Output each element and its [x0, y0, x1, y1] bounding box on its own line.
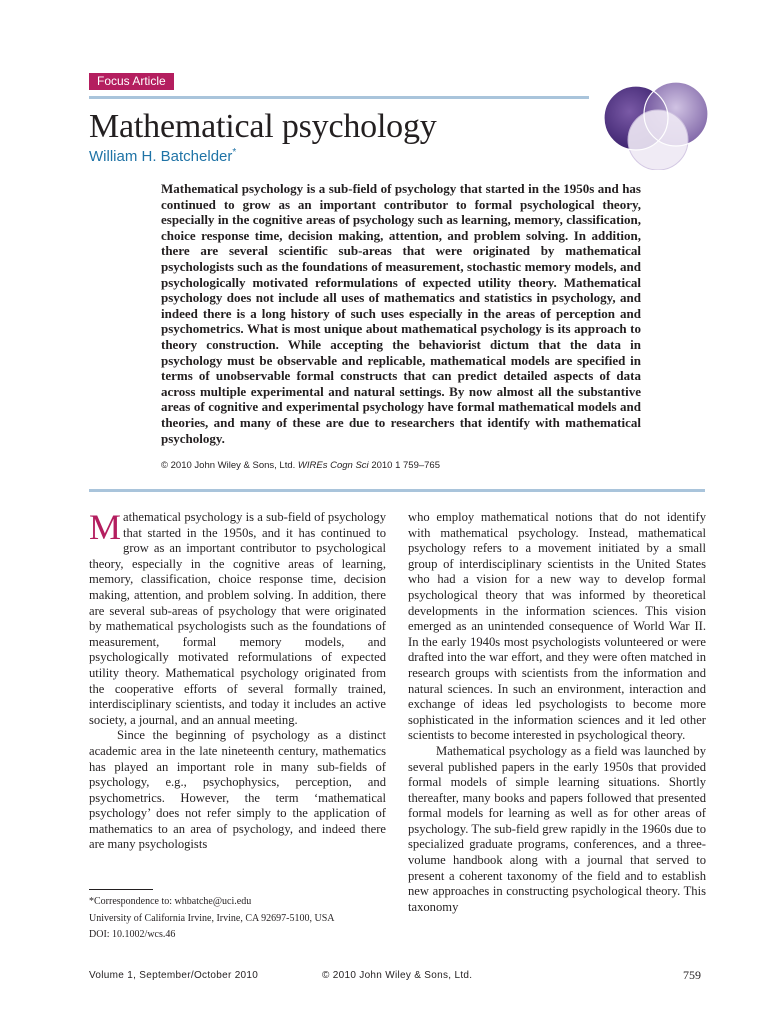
correspondence-mark: * — [232, 147, 237, 158]
body-paragraph: who employ mathematical notions that do not identify with mathematical psychology. Instead, mathematical psychology refers to a movement initiated by a small group of interdisciplinary scientists in the United States who had a vision for a new way to develop formal psychological theory that was informed by theoretical developments in the information sciences. This vision emerged as an unintended consequence of World War II. In the early 1940s most psychologists volunteered or were drafted into the war effort, and they were often matched in research groups with scientists from the information and natural sciences. In such an environment, interaction and exchange of ideas led psychologists to become more sophisticated in the information sciences and it led other scientists to become interested in psychological theory. — [408, 510, 706, 743]
abstract-copyright: © 2010 John Wiley & Sons, Ltd. WIREs Cogn Sci 2010 1 759–765 — [161, 460, 440, 471]
abstract: Mathematical psychology is a sub-field of psychology that started in the 1950s and has continued to grow as an important contributor to formal psychological theory, especially in the cognitive areas of psychology such as learning, memory, classification, choice response time, decision making, attention, and problem solving. In addition, there are several scientific sub-areas that were originated by mathematical psychologists such as the foundations of measurement, stochastic memory models, and psychologically motivated reformulations of expected utility theory. Mathematical psychology does not include all uses of mathematics and statistics in psychology, and indeed there is a long history of such uses especially in the areas of perception and psychometrics. What is most unique about mathematical psychology is its approach to theory construction. While accepting the behaviorist dictum that the data in psychology must be observable and replicable, mathematical models are specified in terms of unobservable formal constructs that can predict detailed aspects of data across multiple experimental and natural settings. By now almost all the substantive areas of cognitive and experimental psychology have formal mathematical models and theories, and many of these are due to researchers that identify with mathematical psychology. — [161, 181, 641, 446]
article-title: Mathematical psychology — [89, 108, 437, 145]
author-name: William H. Batchelder* — [89, 147, 237, 165]
footer-volume: Volume 1, September/October 2010 — [89, 970, 259, 981]
affiliation: University of California Irvine, Irvine, CA 92697-5100, USA — [89, 912, 335, 924]
page-number: 759 — [683, 968, 701, 982]
venn-diagram-icon — [596, 78, 716, 170]
body-column-right — [408, 510, 706, 915]
article-type-badge: Focus Article — [89, 73, 174, 90]
drop-cap: M — [89, 507, 122, 547]
header-rule — [89, 96, 589, 99]
footer-publisher: © 2010 John Wiley & Sons, Ltd. — [322, 970, 473, 981]
doi[interactable]: DOI: 10.1002/wcs.46 — [89, 929, 176, 940]
section-rule — [89, 489, 705, 492]
body-paragraph: Since the beginning of psychology as a distinct academic area in the late nineteenth century, mathematics has played an important role in many sub-fields of psychology, e.g., psychophysics, perception, and psychometrics. However, the term ‘mathematical psychology’ does not refer simply to the application of mathematics to an area of psychology, and indeed there are many psychologists — [89, 728, 386, 852]
correspondence-email[interactable]: *Correspondence to: whbatche@uci.edu — [89, 896, 252, 907]
body-column-left — [89, 507, 386, 853]
footnotes — [89, 894, 389, 944]
body-paragraph: Mathematical psychology is a sub-field of psychology that started in the 1950s, and it has continued to grow as an important contributor to psychological theory, especially in the cognitive areas of learning, memory, classification, choice response time, decision making, attention, and problem solving. In addition, there are several sub-areas of psychology that were originated by mathematical psychologists such as the foundations of measurement, formal memory models, and psychologically motivated reformulations of expected utility theory. Mathematical psychology originated from the cooperative efforts of several formally trained, interdisciplinary scientists, and today it includes an active society, a journal, and an annual meeting. — [89, 507, 386, 727]
footnote-rule — [89, 889, 153, 890]
body-paragraph: Mathematical psychology as a field was launched by several published papers in the early 1950s that provided formal models of simple learning situations. Shortly thereafter, many books and papers followed that presented formal models for learning as well as for other areas of psychology. The sub-field grew rapidly in the 1960s due to specialized graduate programs, conferences, and a three-volume handbook along with a journal that served to present a coherent taxonomy of the field and to establish new approaches in constructing psychological theory. This taxonomy — [408, 743, 706, 914]
